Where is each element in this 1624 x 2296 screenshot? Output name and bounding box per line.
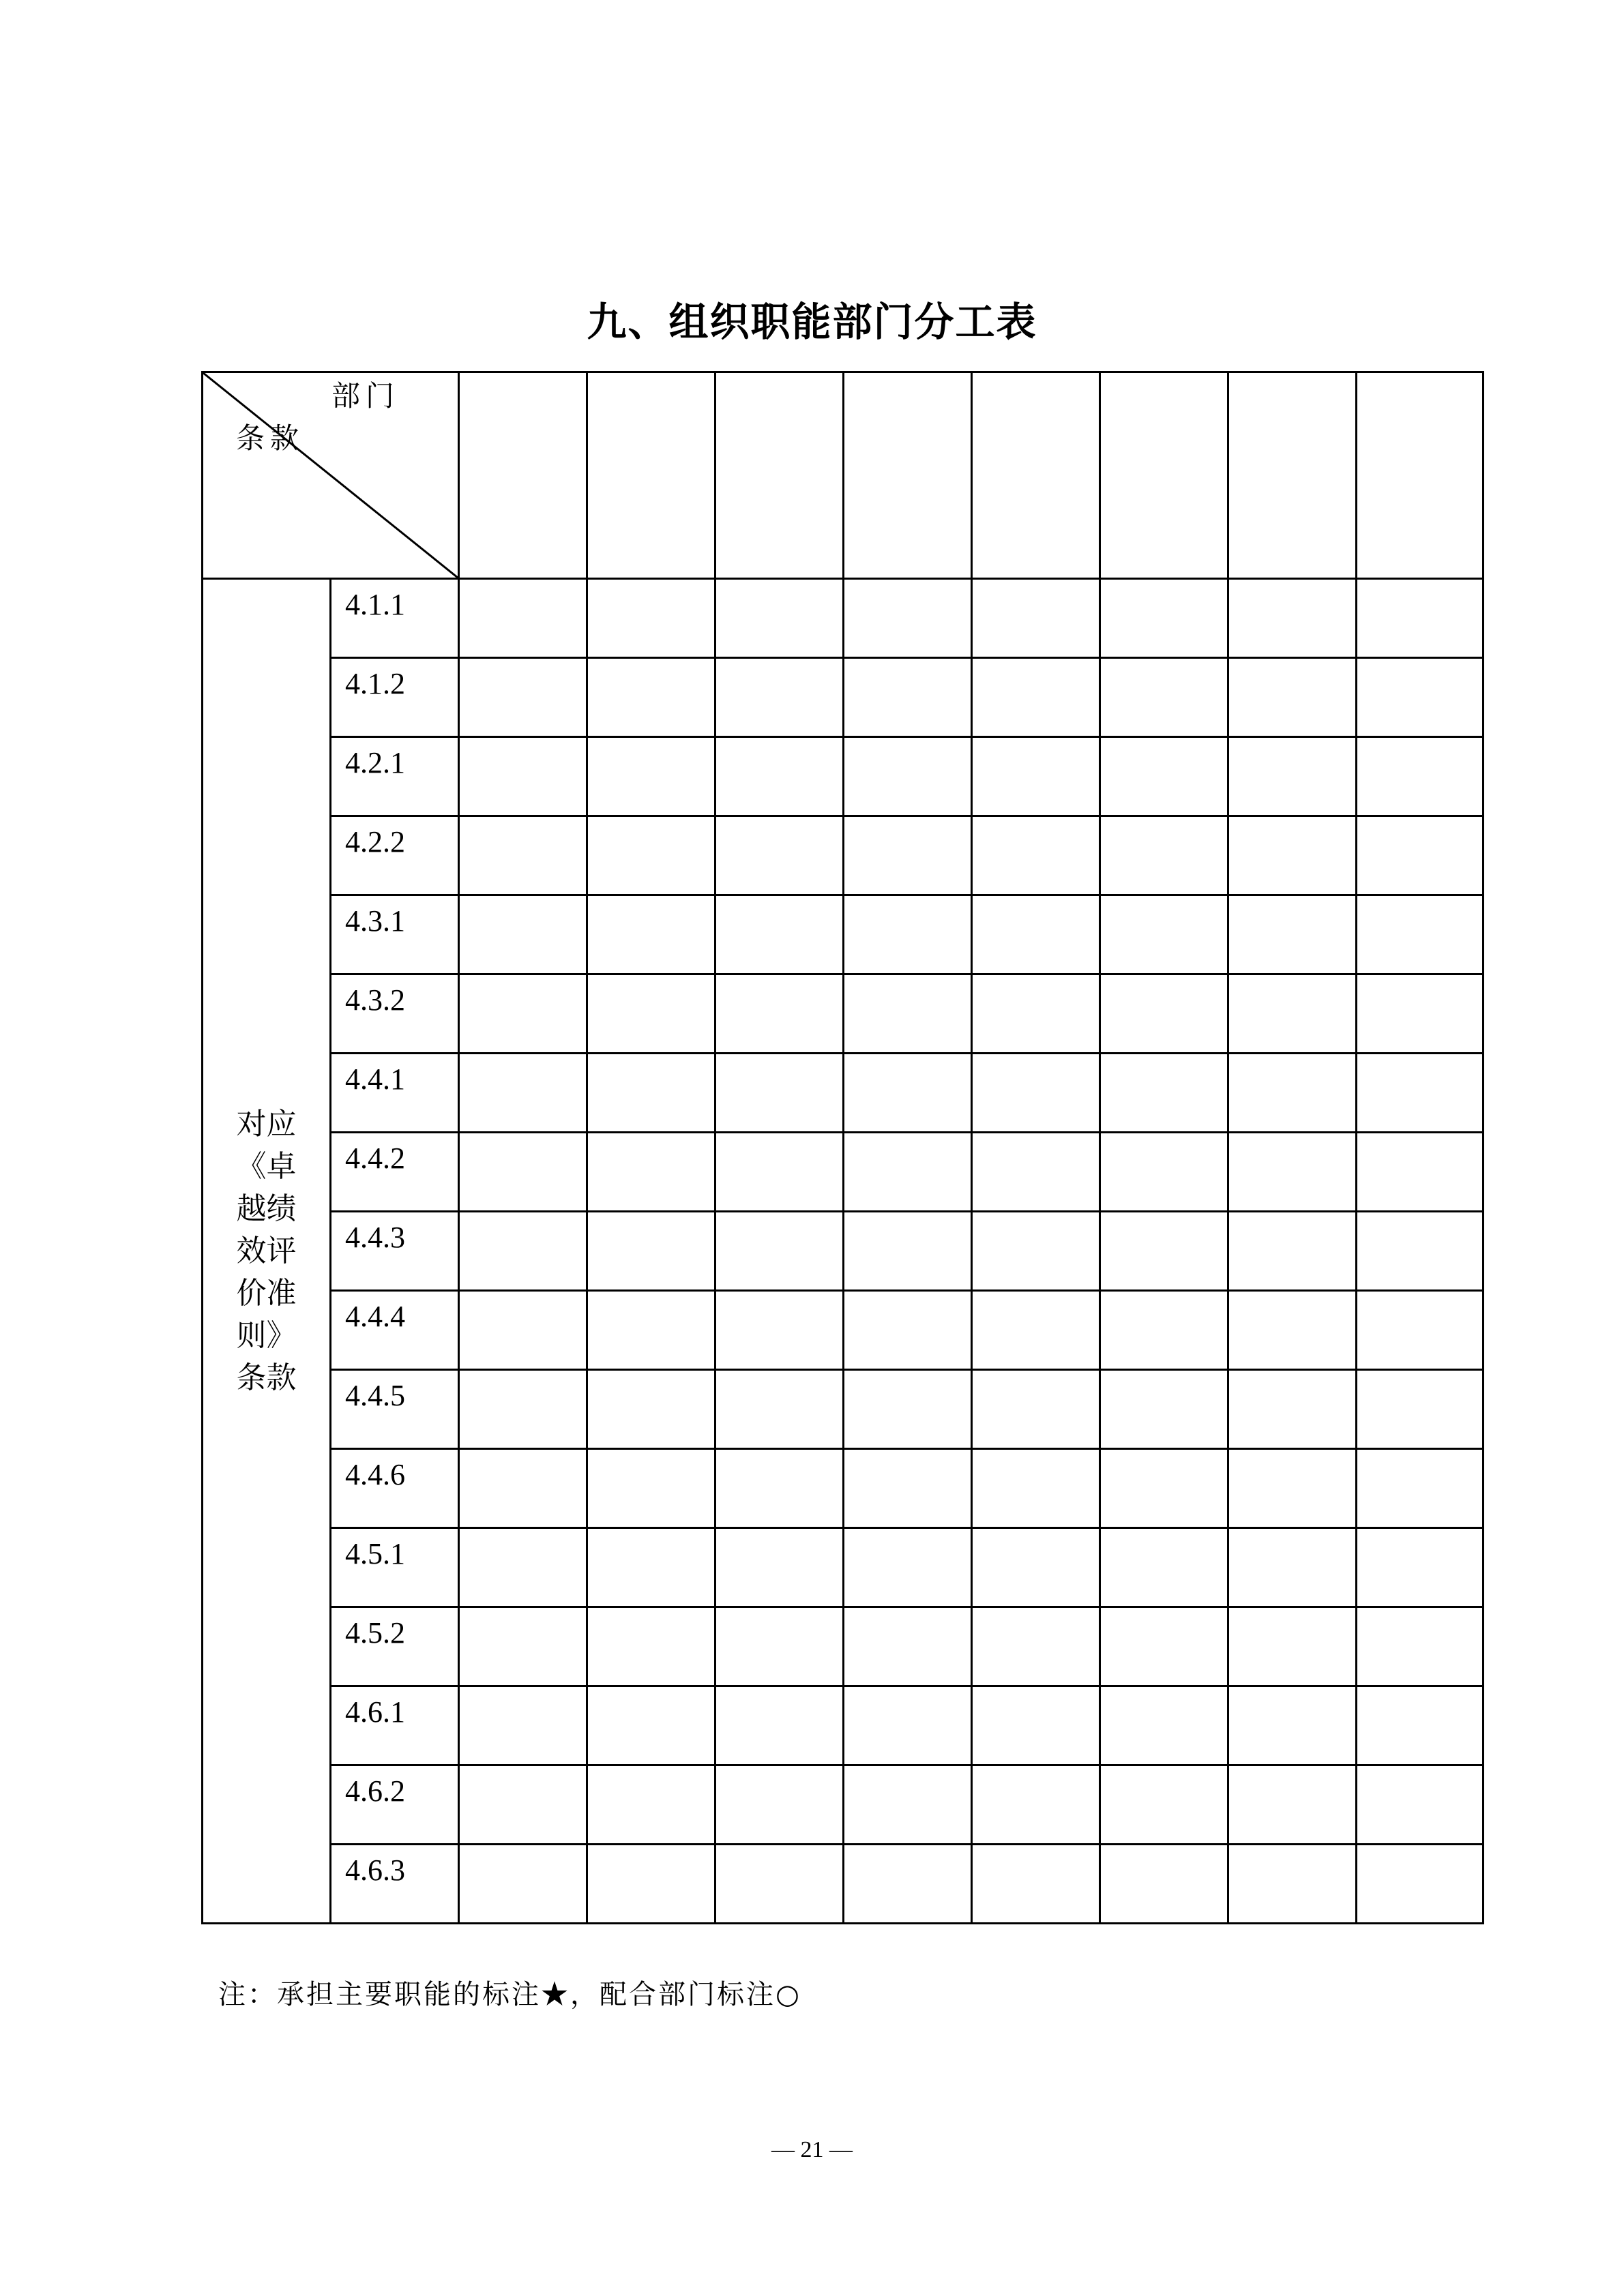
assignment-cell[interactable] xyxy=(459,1686,587,1765)
department-header-cell[interactable] xyxy=(1357,372,1483,579)
assignment-cell[interactable] xyxy=(1100,1528,1228,1607)
assignment-cell[interactable] xyxy=(715,974,844,1054)
assignment-cell[interactable] xyxy=(1357,1133,1483,1212)
assignment-cell[interactable] xyxy=(844,1054,972,1133)
assignment-cell[interactable] xyxy=(1228,1686,1357,1765)
assignment-cell[interactable] xyxy=(1100,816,1228,895)
table-row xyxy=(203,1528,1483,1607)
assignment-cell[interactable] xyxy=(972,1449,1100,1528)
assignment-cell[interactable] xyxy=(1228,1054,1357,1133)
assignment-cell[interactable] xyxy=(844,1212,972,1291)
assignment-cell[interactable] xyxy=(972,1845,1100,1924)
assignment-cell[interactable] xyxy=(459,1449,587,1528)
assignment-cell[interactable] xyxy=(844,1765,972,1845)
table-note: 注：承担主要职能的标注★，配合部门标注○ xyxy=(218,1979,801,2010)
assignment-cell[interactable] xyxy=(587,1291,715,1370)
clause-label: 4.3.2 xyxy=(345,983,405,1017)
table-row xyxy=(203,1449,1483,1528)
table-row xyxy=(203,1765,1483,1845)
assignment-cell[interactable] xyxy=(844,974,972,1054)
clause-label: 4.4.6 xyxy=(345,1458,405,1491)
assignment-cell[interactable] xyxy=(459,1370,587,1449)
assignment-cell[interactable] xyxy=(844,1133,972,1212)
assignment-cell[interactable] xyxy=(459,1291,587,1370)
assignment-cell[interactable] xyxy=(972,974,1100,1054)
assignment-cell[interactable] xyxy=(459,1133,587,1212)
clause-label: 4.4.1 xyxy=(345,1062,405,1096)
assignment-cell[interactable] xyxy=(587,1686,715,1765)
department-header-cell[interactable] xyxy=(587,372,715,579)
assignment-cell[interactable] xyxy=(1100,579,1228,658)
assignment-cell[interactable] xyxy=(715,1054,844,1133)
assignment-cell[interactable] xyxy=(972,658,1100,737)
assignment-cell[interactable] xyxy=(587,1054,715,1133)
clause-label: 4.2.1 xyxy=(345,746,405,779)
assignment-cell[interactable] xyxy=(1228,1370,1357,1449)
assignment-cell[interactable] xyxy=(844,1845,972,1924)
assignment-cell[interactable] xyxy=(1357,1528,1483,1607)
clause-label: 4.2.2 xyxy=(345,825,405,859)
assignment-cell[interactable] xyxy=(1100,895,1228,974)
assignment-cell[interactable] xyxy=(1100,1291,1228,1370)
assignment-cell[interactable] xyxy=(1357,658,1483,737)
assignment-cell[interactable] xyxy=(1228,1528,1357,1607)
clause-cell xyxy=(331,1528,459,1607)
assignment-cell[interactable] xyxy=(1357,816,1483,895)
assignment-cell[interactable] xyxy=(1100,658,1228,737)
assignment-cell[interactable] xyxy=(459,579,587,658)
assignment-cell[interactable] xyxy=(715,1449,844,1528)
assignment-cell[interactable] xyxy=(1357,1212,1483,1291)
table-row xyxy=(203,1212,1483,1291)
clause-label: 4.4.3 xyxy=(345,1221,405,1254)
clause-label: 4.4.4 xyxy=(345,1300,405,1333)
table-row xyxy=(203,579,1483,658)
assignment-cell[interactable] xyxy=(1100,1765,1228,1845)
assignment-cell[interactable] xyxy=(1228,816,1357,895)
assignment-cell[interactable] xyxy=(715,1686,844,1765)
department-header-cell[interactable] xyxy=(1228,372,1357,579)
page-number: — 21 — xyxy=(771,2137,853,2162)
assignment-cell[interactable] xyxy=(587,1845,715,1924)
assignment-cell[interactable] xyxy=(1357,974,1483,1054)
table-row xyxy=(203,1370,1483,1449)
table-row xyxy=(203,1686,1483,1765)
assignment-cell[interactable] xyxy=(1228,658,1357,737)
clause-cell xyxy=(331,1370,459,1449)
assignment-cell[interactable] xyxy=(1357,1291,1483,1370)
assignment-cell[interactable] xyxy=(459,737,587,816)
assignment-cell[interactable] xyxy=(844,658,972,737)
assignment-cell[interactable] xyxy=(972,1370,1100,1449)
table-row xyxy=(203,895,1483,974)
assignment-cell[interactable] xyxy=(844,816,972,895)
assignment-cell[interactable] xyxy=(1357,737,1483,816)
table-row xyxy=(203,974,1483,1054)
assignment-cell[interactable] xyxy=(459,974,587,1054)
table-row xyxy=(203,737,1483,816)
assignment-cell[interactable] xyxy=(1100,1054,1228,1133)
assignment-cell[interactable] xyxy=(972,737,1100,816)
clause-label: 4.6.3 xyxy=(345,1853,405,1887)
clause-cell xyxy=(331,1054,459,1133)
assignment-cell[interactable] xyxy=(1100,737,1228,816)
clause-cell xyxy=(331,1686,459,1765)
assignment-cell[interactable] xyxy=(1100,1133,1228,1212)
department-header-cell[interactable] xyxy=(972,372,1100,579)
table-row xyxy=(203,658,1483,737)
assignment-cell[interactable] xyxy=(972,1054,1100,1133)
clause-label: 4.3.1 xyxy=(345,904,405,938)
assignment-cell[interactable] xyxy=(715,1765,844,1845)
department-header-cell[interactable] xyxy=(1100,372,1228,579)
assignment-cell[interactable] xyxy=(1228,1607,1357,1686)
assignment-cell[interactable] xyxy=(1357,1449,1483,1528)
department-header-cell[interactable] xyxy=(715,372,844,579)
assignment-cell[interactable] xyxy=(715,658,844,737)
clause-label: 4.5.1 xyxy=(345,1537,405,1570)
assignment-cell[interactable] xyxy=(587,1449,715,1528)
assignment-cell[interactable] xyxy=(1357,1765,1483,1845)
assignment-cell[interactable] xyxy=(844,1686,972,1765)
assignment-cell[interactable] xyxy=(587,658,715,737)
assignment-cell[interactable] xyxy=(587,1607,715,1686)
assignment-cell[interactable] xyxy=(844,1528,972,1607)
clause-label: 4.6.2 xyxy=(345,1774,405,1808)
assignment-cell[interactable] xyxy=(587,1528,715,1607)
assignment-cell[interactable] xyxy=(715,1370,844,1449)
clause-cell xyxy=(331,895,459,974)
assignment-cell[interactable] xyxy=(587,579,715,658)
assignment-cell[interactable] xyxy=(587,974,715,1054)
assignment-cell[interactable] xyxy=(972,895,1100,974)
corner-header-cell xyxy=(203,372,459,579)
assignment-cell[interactable] xyxy=(1100,1607,1228,1686)
assignment-cell[interactable] xyxy=(1228,895,1357,974)
assignment-cell[interactable] xyxy=(459,895,587,974)
assignment-cell[interactable] xyxy=(715,1291,844,1370)
assignment-cell[interactable] xyxy=(1357,1686,1483,1765)
assignment-cell[interactable] xyxy=(1100,974,1228,1054)
assignment-cell[interactable] xyxy=(1100,1845,1228,1924)
assignment-cell[interactable] xyxy=(844,579,972,658)
assignment-cell[interactable] xyxy=(715,816,844,895)
clause-cell xyxy=(331,1845,459,1924)
header-row xyxy=(203,372,1483,579)
assignment-cell[interactable] xyxy=(715,1528,844,1607)
clause-group-label: 对应《卓越绩效评价准则》条款 xyxy=(236,1106,297,1395)
assignment-cell[interactable] xyxy=(587,1370,715,1449)
clause-cell xyxy=(331,1212,459,1291)
assignment-cell[interactable] xyxy=(844,1291,972,1370)
assignment-cell[interactable] xyxy=(459,816,587,895)
assignment-cell[interactable] xyxy=(844,895,972,974)
corner-department-label: 部门 xyxy=(331,379,400,413)
assignment-cell[interactable] xyxy=(972,1765,1100,1845)
assignment-cell[interactable] xyxy=(972,1607,1100,1686)
clause-cell xyxy=(331,737,459,816)
assignment-cell[interactable] xyxy=(459,1054,587,1133)
clause-cell xyxy=(331,1291,459,1370)
clause-cell xyxy=(331,579,459,658)
assignment-cell[interactable] xyxy=(1228,974,1357,1054)
assignment-cell[interactable] xyxy=(1228,1765,1357,1845)
assignment-cell[interactable] xyxy=(1357,895,1483,974)
assignment-cell[interactable] xyxy=(1100,1449,1228,1528)
assignment-cell[interactable] xyxy=(715,895,844,974)
clause-cell xyxy=(331,658,459,737)
clause-label: 4.4.5 xyxy=(345,1379,405,1412)
assignment-cell[interactable] xyxy=(972,1528,1100,1607)
assignment-cell[interactable] xyxy=(1357,1370,1483,1449)
assignment-cell[interactable] xyxy=(1228,1291,1357,1370)
clause-label: 4.5.2 xyxy=(345,1616,405,1650)
assignment-cell[interactable] xyxy=(1228,1845,1357,1924)
assignment-cell[interactable] xyxy=(1357,1607,1483,1686)
clause-label: 4.1.2 xyxy=(345,667,405,700)
assignment-cell[interactable] xyxy=(459,1765,587,1845)
assignment-cell[interactable] xyxy=(1228,1212,1357,1291)
assignment-cell[interactable] xyxy=(1100,1686,1228,1765)
assignment-cell[interactable] xyxy=(715,1212,844,1291)
clause-cell xyxy=(331,974,459,1054)
assignment-cell[interactable] xyxy=(587,1765,715,1845)
assignment-cell[interactable] xyxy=(587,737,715,816)
assignment-cell[interactable] xyxy=(844,1449,972,1528)
assignment-cell[interactable] xyxy=(972,816,1100,895)
clause-group-cell xyxy=(203,579,331,1924)
department-header-cell[interactable] xyxy=(459,372,587,579)
assignment-cell[interactable] xyxy=(844,1607,972,1686)
assignment-cell[interactable] xyxy=(459,1845,587,1924)
assignment-cell[interactable] xyxy=(1100,1370,1228,1449)
assignment-cell[interactable] xyxy=(715,737,844,816)
assignment-cell[interactable] xyxy=(1228,1449,1357,1528)
assignment-cell[interactable] xyxy=(715,1607,844,1686)
assignment-cell[interactable] xyxy=(1357,579,1483,658)
table-row xyxy=(203,1607,1483,1686)
assignment-cell[interactable] xyxy=(972,1291,1100,1370)
assignment-cell[interactable] xyxy=(587,1212,715,1291)
clause-cell xyxy=(331,1133,459,1212)
assignment-cell[interactable] xyxy=(1228,579,1357,658)
clause-label: 4.4.2 xyxy=(345,1142,405,1175)
assignment-cell[interactable] xyxy=(459,1607,587,1686)
clause-label: 4.6.1 xyxy=(345,1695,405,1729)
assignment-cell[interactable] xyxy=(587,816,715,895)
clause-cell xyxy=(331,816,459,895)
assignment-cell[interactable] xyxy=(587,895,715,974)
corner-clause-label: 条款 xyxy=(236,421,305,455)
clause-cell xyxy=(331,1765,459,1845)
assignment-cell[interactable] xyxy=(1228,1133,1357,1212)
department-header-cell[interactable] xyxy=(844,372,972,579)
department-division-table xyxy=(201,371,1484,1924)
assignment-cell[interactable] xyxy=(972,1212,1100,1291)
assignment-cell[interactable] xyxy=(844,1370,972,1449)
diagonal-divider xyxy=(203,373,458,578)
assignment-cell[interactable] xyxy=(459,658,587,737)
assignment-cell[interactable] xyxy=(1357,1845,1483,1924)
table-row xyxy=(203,816,1483,895)
clause-cell xyxy=(331,1449,459,1528)
table-row xyxy=(203,1845,1483,1924)
assignment-cell[interactable] xyxy=(715,1845,844,1924)
table-row xyxy=(203,1054,1483,1133)
assignment-cell[interactable] xyxy=(715,579,844,658)
clause-cell xyxy=(331,1607,459,1686)
table-row xyxy=(203,1133,1483,1212)
page-title: 九、组织职能部门分工表 xyxy=(587,299,1037,345)
table-row xyxy=(203,1291,1483,1370)
assignment-cell[interactable] xyxy=(844,737,972,816)
assignment-cell[interactable] xyxy=(1228,737,1357,816)
assignment-cell[interactable] xyxy=(715,1133,844,1212)
assignment-cell[interactable] xyxy=(972,1686,1100,1765)
assignment-cell[interactable] xyxy=(972,1133,1100,1212)
assignment-cell[interactable] xyxy=(972,579,1100,658)
assignment-cell[interactable] xyxy=(1100,1212,1228,1291)
assignment-cell[interactable] xyxy=(459,1528,587,1607)
clause-label: 4.1.1 xyxy=(345,588,405,621)
assignment-cell[interactable] xyxy=(459,1212,587,1291)
assignment-cell[interactable] xyxy=(587,1133,715,1212)
assignment-cell[interactable] xyxy=(1357,1054,1483,1133)
